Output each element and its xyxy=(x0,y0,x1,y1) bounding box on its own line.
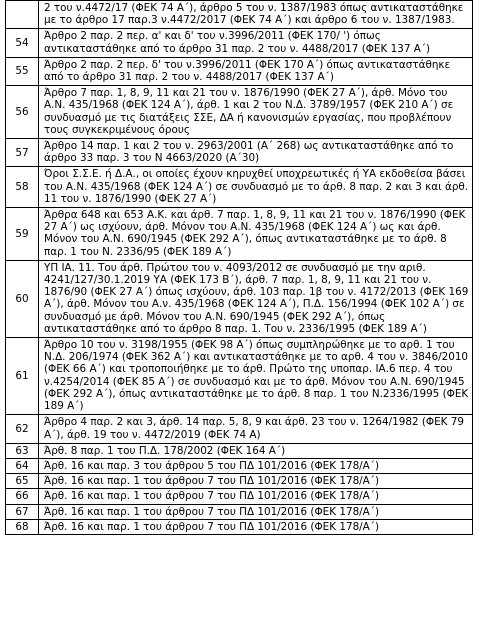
row-text: Άρθρο 4 παρ. 2 και 3, άρθ. 14 παρ. 5, 8, 9 και άρθ. 23 του ν. 1264/1982 (ΦΕΚ 79 Α΄), άρθ. 19 του ν. 4472/2019 (ΦΕΚ 74 Α) xyxy=(39,415,473,443)
row-text: Άρθρο 2 παρ. 2 περ. α' και δ' του ν.3996/2011 (ΦΕΚ 170/ ') όπως αντικαταστάθηκε από το άρθρο 31 παρ. 2 του ν. 4488/2017 (ΦΕΚ 137 Α΄) xyxy=(39,29,473,57)
row-number: 63 xyxy=(6,443,39,458)
row-number xyxy=(6,1,39,29)
legal-references-table xyxy=(5,0,473,535)
table-row xyxy=(6,139,473,167)
table-row xyxy=(6,208,473,261)
table-row xyxy=(6,57,473,85)
table-row xyxy=(6,504,473,519)
table-row xyxy=(6,260,473,337)
table-row xyxy=(6,415,473,443)
row-number: 61 xyxy=(6,338,39,415)
row-text: Άρθ. 16 και παρ. 1 του άρθρου 7 του ΠΔ 101/2016 (ΦΕΚ 178/Α΄) xyxy=(39,474,473,489)
row-text: Άρθρο 14 παρ. 1 και 2 του ν. 2963/2001 (Α΄ 268) ως αντικαταστάθηκε από το άρθρο 33 παρ. 3 του N 4663/2020 (Α΄30) xyxy=(39,139,473,167)
table-row xyxy=(6,167,473,208)
row-number: 59 xyxy=(6,208,39,261)
table-row xyxy=(6,489,473,504)
row-text: Άρθρο 10 του ν. 3198/1955 (ΦΕΚ 98 Α΄) όπως συμπληρώθηκε με το αρθ. 1 του Ν.Δ. 206/1974 (ΦΕΚ 362 Α΄) και αντικαταστάθηκε με το αρθ. 4 του ν. 3846/2010 (ΦΕΚ 66 Α΄) και τροποποιήθηκε με το άρθ. Πρώτο της υποπαρ. ΙΑ.6 περ. 4 του ν.4254/2014 (ΦΕΚ 85 Α΄) σε συνδυασμό και με το άρθ. Μόνον του Α.Ν. 690/1945 (ΦΕΚ 292 Α΄), όπως αντικαταστάθηκε με το άρθ. 8 παρ. 1 του Ν.2336/1995 (ΦΕΚ 189 Α΄) xyxy=(39,338,473,415)
row-number: 67 xyxy=(6,504,39,519)
row-number: 57 xyxy=(6,139,39,167)
document-page xyxy=(5,0,473,535)
row-number: 64 xyxy=(6,458,39,473)
row-text: Άρθ. 16 και παρ. 1 του άρθρου 7 του ΠΔ 101/2016 (ΦΕΚ 178/Α΄) xyxy=(39,489,473,504)
row-text: Άρθ. 16 και παρ. 1 του άρθρου 7 του ΠΔ 101/2016 (ΦΕΚ 178/Α΄) xyxy=(39,519,473,534)
table-row xyxy=(6,338,473,415)
row-number: 65 xyxy=(6,474,39,489)
row-number: 66 xyxy=(6,489,39,504)
row-text: Άρθρα 648 και 653 Α.Κ. και άρθ. 7 παρ. 1, 8, 9, 11 και 21 του ν. 1876/1990 (ΦΕΚ 27 Α΄) ως ισχύουν, άρθ. Μόνον του Α.Ν. 435/1968 (ΦΕΚ 124 Α΄) ως και άρθ. Μόνον του Α.Ν. 690/1945 (ΦΕΚ 292 Α΄), όπως αντικαταστάθηκε με το άρθ. 8 παρ. 1 του Ν. 2336/95 (ΦΕΚ 189 Α΄) xyxy=(39,208,473,261)
row-text: Άρθ. 16 και παρ. 3 του άρθρου 5 του ΠΔ 101/2016 (ΦΕΚ 178/Α΄) xyxy=(39,458,473,473)
table-row xyxy=(6,86,473,139)
row-text: ΥΠ ΙΑ. 11. Του άρθ. Πρώτου του ν. 4093/2012 σε συνδυασμό με την αριθ. 4241/127/30.1.2019 ΥΑ (ΦΕΚ 173 Β΄), άρθ. 7 παρ. 1, 8, 9, 11 και 21 του ν. 1876/90 (ΦΕΚ 27 Α΄) όπως ισχύουν, άρθ. 103 παρ. 1β του ν. 4172/2013 (ΦΕΚ 169 Α΄), άρθ. Μόνον του Α.ν. 435/1968 (ΦΕΚ 124 Α΄), Π.Δ. 156/1994 (ΦΕΚ 102 Α΄) σε συνδυασμό με άρθ. Μόνον του Α.Ν. 690/1945 (ΦΕΚ 292 Α΄), όπως αντικαταστάθηκε από το άρθρο 8 παρ. 1. Του ν. 2336/1995 (ΦΕΚ 189 Α΄) xyxy=(39,260,473,337)
row-text: Άρθ. 8 παρ. 1 του Π.Δ. 178/2002 (ΦΕΚ 164 Α΄) xyxy=(39,443,473,458)
row-text: Άρθρο 7 παρ. 1, 8, 9, 11 και 21 του ν. 1876/1990 (ΦΕΚ 27 Α΄), άρθ. Μόνο του Α.Ν. 435/1968 (ΦΕΚ 124 Α΄), άρθ. 1 και 2 του Ν.Δ. 3789/1957 (ΦΕΚ 210 Α΄) σε συνδυασμό με τις διατάξεις ΣΣΕ, ΔΑ ή κανονισμών εργασίας, που προβλέπουν τους συγκεκριμένους όρους xyxy=(39,86,473,139)
row-number: 60 xyxy=(6,260,39,337)
row-text: Άρθρο 2 παρ. 2 περ. δ' του ν.3996/2011 (ΦΕΚ 170 Α΄) όπως αντικαταστάθηκε από το άρθρο 31 παρ. 2 του ν. 4488/2017 (ΦΕΚ 137 Α΄) xyxy=(39,57,473,85)
table-row xyxy=(6,474,473,489)
row-number: 58 xyxy=(6,167,39,208)
table-row xyxy=(6,1,473,29)
row-number: 56 xyxy=(6,86,39,139)
table-row xyxy=(6,458,473,473)
table-row xyxy=(6,443,473,458)
row-number: 68 xyxy=(6,519,39,534)
table-row xyxy=(6,29,473,57)
table-row xyxy=(6,519,473,534)
row-text: Όροι Σ.Σ.Ε. ή Δ.Α., οι οποίες έχουν κηρυχθεί υποχρεωτικές ή ΥΑ εκδοθείσα βάσει του Α.Ν. 435/1968 (ΦΕΚ 124 Α΄) σε συνδυασμό με το άρθ. 8 παρ. 2 και 3 και άρθ. 11 του ν. 1876/1990 (ΦΕΚ 27 Α΄) xyxy=(39,167,473,208)
row-text: 2 του ν.4472/17 (ΦΕΚ 74 Α΄), άρθρο 5 του ν. 1387/1983 όπως αντικαταστάθηκε με το άρθρο 17 παρ.3 ν.4472/2017 (ΦΕΚ 74 Α΄) και άρθρο 6 του ν. 1387/1983. xyxy=(39,1,473,29)
row-number: 54 xyxy=(6,29,39,57)
row-text: Άρθ. 16 και παρ. 1 του άρθρου 7 του ΠΔ 101/2016 (ΦΕΚ 178/Α΄) xyxy=(39,504,473,519)
row-number: 55 xyxy=(6,57,39,85)
row-number: 62 xyxy=(6,415,39,443)
